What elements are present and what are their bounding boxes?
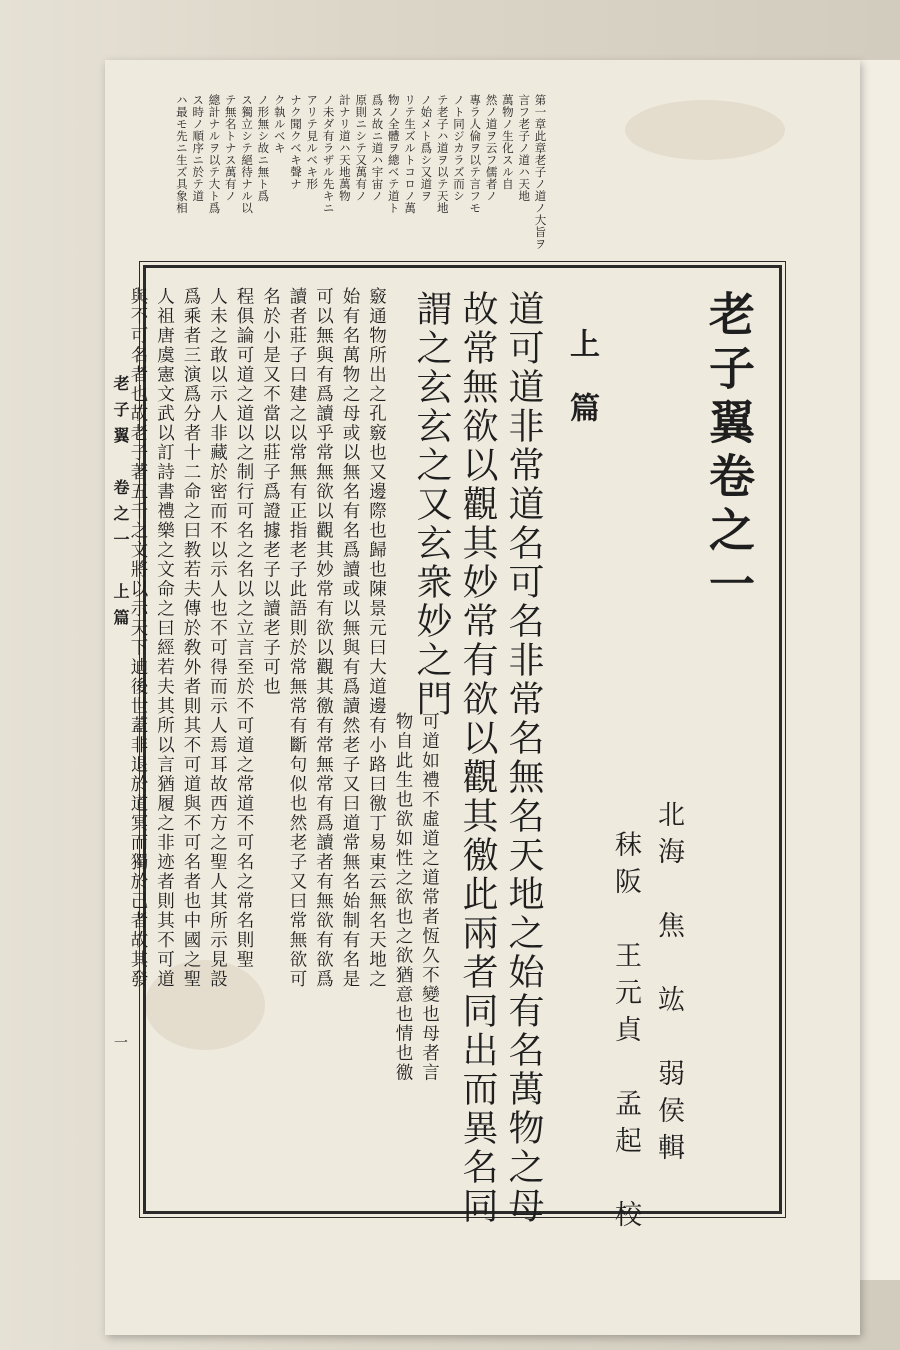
commentary-column: 可道如禮不虛道之道常者恆久不變也母者言 bbox=[419, 712, 440, 1083]
top-note-column: アリテ見ルベキ形 bbox=[305, 94, 320, 190]
top-note-column: ハ最モ先ニ生ズ具象相 bbox=[174, 94, 189, 214]
top-note-column: 第一章此章老子ノ道ノ大旨ヲ bbox=[533, 94, 548, 250]
top-note-column: 然ノ道ヲ云フ儒者ノ bbox=[484, 94, 499, 202]
top-note-column: ナク聞クベキ聲ナ bbox=[289, 94, 303, 190]
paper-stain bbox=[625, 100, 785, 160]
top-note-column: テ無名トナス萬有ノ bbox=[223, 94, 238, 202]
book-title: 老子翼卷之一 bbox=[702, 290, 756, 614]
commentary-column: 可以無與有爲讀乎常無欲以觀其妙常有欲以觀其徼有常無常有爲讀者有無欲有欲爲 bbox=[313, 287, 334, 989]
top-note-column: ス時ノ順序ニ於テ道 bbox=[191, 94, 206, 202]
main-text-column: 道可道非常道名可名非常名無名天地之始有名萬物之母 bbox=[503, 290, 544, 1226]
page-number: 一 bbox=[112, 1035, 128, 1049]
commentary-column: 讀者莊子曰建之以常無有正指老子此語則於常無常有斷句似也然老子又曰常無欲可 bbox=[287, 287, 307, 989]
commentary-column: 始有名萬物之母或以無名有名爲讀或以無與有爲讀然老子又曰道常無名始制有名是 bbox=[340, 287, 360, 989]
top-note-column: 總計ナルヲ以テ大ト爲 bbox=[207, 94, 222, 214]
top-note-column: リテ生ズルトコロノ萬 bbox=[403, 94, 418, 214]
top-note-column: ク執ルベキ bbox=[272, 94, 287, 154]
commentary-column: 名於小是又不當以莊子爲證據老子以讀老子可也 bbox=[260, 287, 281, 697]
commentary-column: 竅通物所出之孔竅也又邊際也歸也陳景元曰大道邊有小路曰徼丁易東云無名天地之 bbox=[366, 287, 387, 989]
top-note-column: ノ形無シ故ニ無ト爲 bbox=[256, 94, 271, 202]
commentary-column: 程俱論可道之道以之制行可名之名以之立言至於不可道之常道不可名之常名則聖 bbox=[234, 287, 254, 970]
top-note-column: ノト同ジカラズ而シ bbox=[452, 94, 466, 202]
top-note-column: ノ未ダ有ラザル先キニ bbox=[321, 94, 336, 214]
author-line: 北海 焦 竑 弱侯輯 bbox=[653, 800, 684, 1170]
commentary-column: 人未之敢以示人非藏於密而不以示人也不可得而示人焉耳故西方之聖人其所示見設 bbox=[207, 287, 228, 989]
commentary-column: 爲乘者三演爲分者十二命之曰教若夫傳於敎外者則其不可道與不可名者也中國之聖 bbox=[181, 287, 201, 989]
commentary-column: 人祖唐虞憲文武以訂詩書禮樂之文命之曰經若夫其所以言猶履之非迹者則其不可道 bbox=[154, 287, 175, 989]
top-note-column: ス獨立シテ絕待ナル以 bbox=[240, 94, 255, 214]
top-note-column: 言フ老子ノ道ハ天地 bbox=[517, 94, 532, 202]
top-note-column: ノ始メト爲シ又道ヲ bbox=[419, 94, 434, 202]
top-note-column: 物ノ全體ヲ總ベテ道ト bbox=[386, 94, 401, 214]
top-note-column: 爲ス故ニ道ハ宇宙ノ bbox=[370, 94, 385, 202]
top-note-column: 計ナリ道ハ天地萬物 bbox=[337, 94, 352, 202]
top-note-column: テ老子ハ道ヲ以テ天地 bbox=[435, 94, 450, 214]
main-text-column: 故常無欲以觀其妙常有欲以觀其徼此兩者同出而異名同 bbox=[457, 290, 498, 1226]
facing-page-edge bbox=[860, 60, 900, 1280]
editor-line: 秣阪 王元貞 孟起 校 bbox=[610, 830, 641, 1237]
main-text-column: 謂之玄玄之又玄衆妙之門 bbox=[411, 290, 452, 719]
top-note-column: 原則ニシテ又萬有ノ bbox=[354, 94, 369, 202]
commentary-column: 物自此生也欲如性之欲也之欲猶意也情也徼 bbox=[393, 712, 413, 1083]
top-note-column: 萬物ノ生化スル自 bbox=[500, 94, 515, 190]
top-note-column: 專ラ人倫ヲ以テ言フモ bbox=[468, 94, 483, 214]
running-title: 老子翼 卷之一 上篇 bbox=[111, 375, 130, 635]
section-heading: 上篇 bbox=[564, 328, 599, 456]
commentary-column: 與不可名者也故老子著五千之文將以示天下迪後世蓋非退於道冥而獨於己者故其發 bbox=[128, 287, 148, 989]
